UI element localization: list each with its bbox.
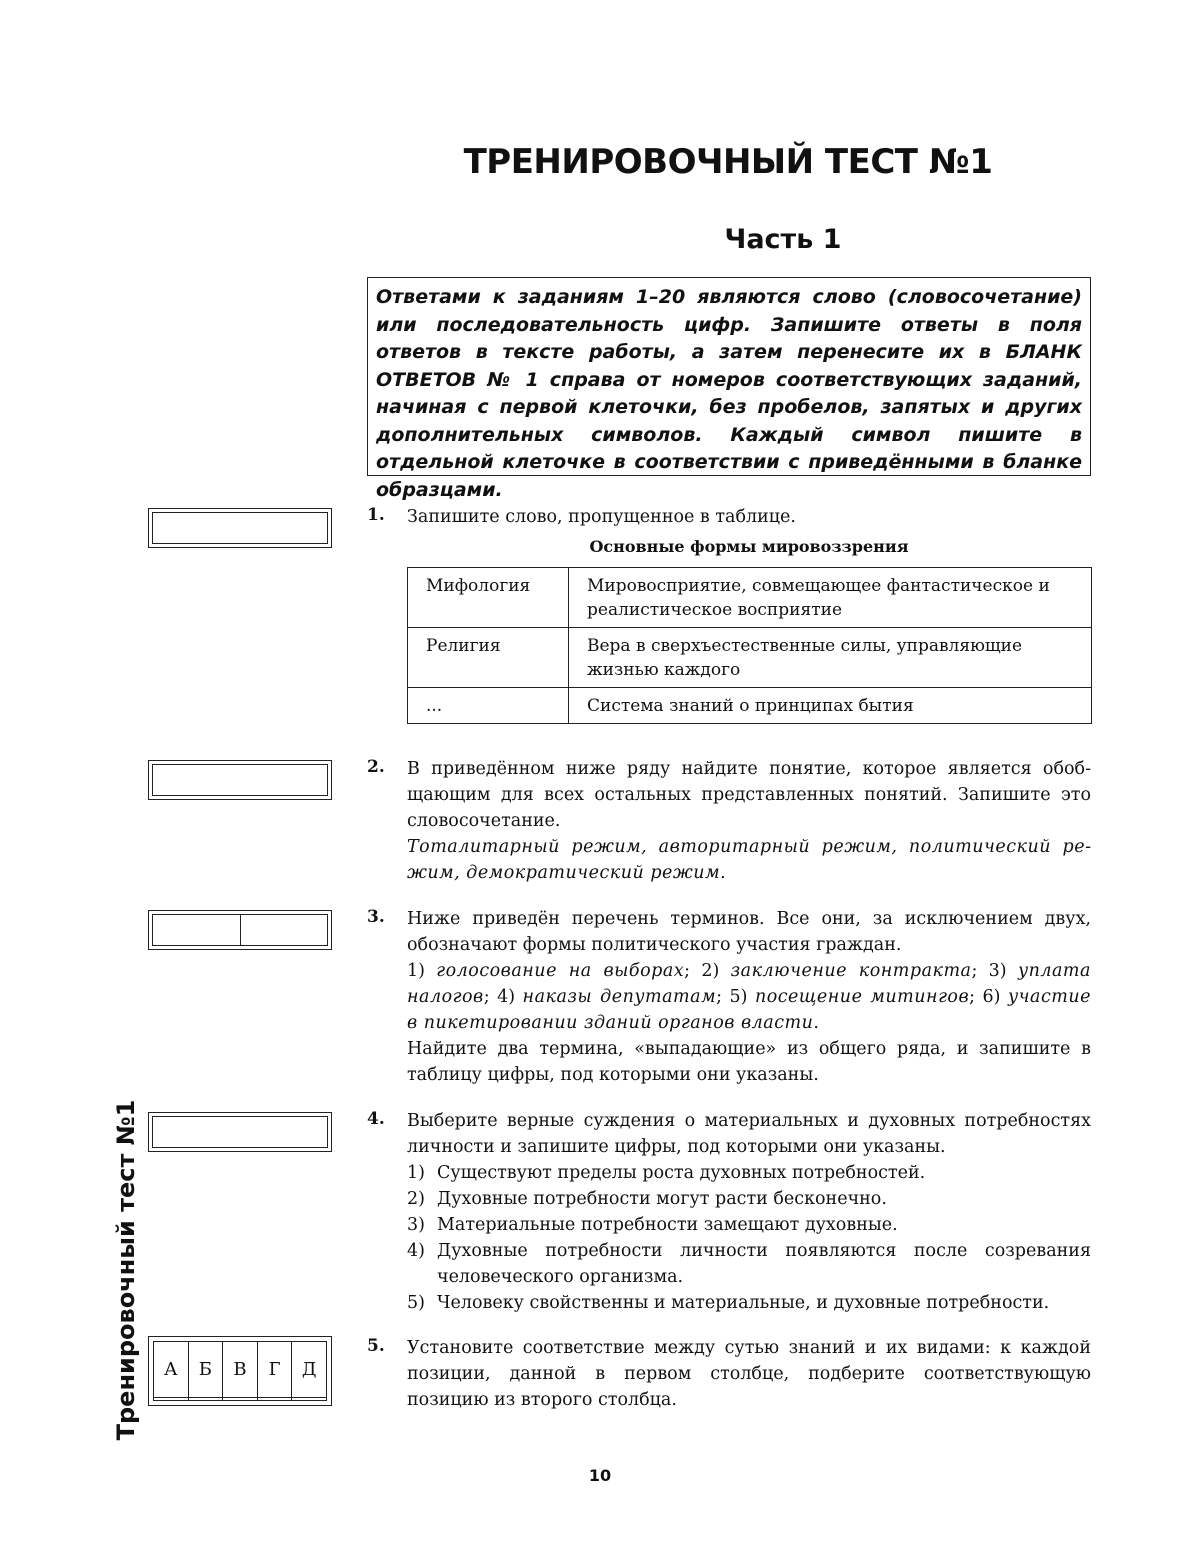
term-text: голосование на выборах (436, 961, 685, 981)
grid-answer-cell[interactable] (257, 1398, 292, 1401)
option-text: Духовные потребности личности появляются после созревания человеческого организма. (437, 1241, 1091, 1287)
question-2-body (407, 756, 1091, 886)
table-cell-term: Мифология (408, 568, 569, 628)
question-number-1: 1. (367, 505, 385, 525)
list-item (407, 1238, 1091, 1290)
question-number-3: 3. (367, 907, 385, 927)
question-5-text: Установите соответствие между сутью знаний и их видами: к каждой позиции, данной в первом столбце, подберите соответствующую позицию из второго столбца. (407, 1338, 1091, 1410)
table-cell-term: Религия (408, 628, 569, 688)
answer-field-3[interactable] (148, 910, 332, 950)
term-number: 6) (982, 987, 1001, 1007)
answer-field-2[interactable] (148, 760, 332, 800)
part-heading: Часть 1 (724, 224, 842, 255)
grid-letter: Г (257, 1342, 292, 1398)
grid-letter: Д (292, 1342, 327, 1398)
question-2-list: Тоталитарный режим, авторитарный режим, политический режим, демократический режим. (407, 837, 1091, 883)
term-text: уплата налогов (407, 961, 1091, 1007)
table-row (408, 628, 1092, 688)
grid-letter: А (154, 1342, 189, 1398)
grid-letter: Б (188, 1342, 223, 1398)
term-number: 4) (497, 987, 516, 1007)
question-4-body (407, 1108, 1091, 1316)
answer-field-1[interactable] (148, 508, 332, 548)
term-number: 1) (407, 961, 425, 981)
question-4-options (407, 1160, 1091, 1316)
grid-letter: В (223, 1342, 258, 1398)
question-3-body (407, 906, 1091, 1088)
page-title: ТРЕНИРОВОЧНЫЙ ТЕСТ №1 (463, 142, 993, 182)
option-number: 5) (407, 1293, 425, 1313)
option-number: 3) (407, 1215, 425, 1235)
table-cell-definition: Мировосприятие, совмещающее фантастическое и реалистическое восприятие (569, 568, 1092, 628)
list-item (407, 1160, 1091, 1186)
question-4-text: Выберите верные суждения о материальных и духовных потребностях личности и запишите цифры, под которыми они указаны. (407, 1111, 1091, 1157)
term-text: участие в пикетировании зданий органов власти (407, 987, 1091, 1033)
page-number: 10 (588, 1466, 612, 1485)
table-row (408, 568, 1092, 628)
question-number-5: 5. (367, 1336, 385, 1356)
question-2-text: В приведённом ниже ряду найдите понятие, которое является обобщающим для всех остальных представленных понятий. Запишите это словосочетание. (407, 759, 1091, 831)
sidebar-label-container (66, 1099, 186, 1441)
sidebar-label: Тренировочный тест №1 (112, 1099, 140, 1441)
term-text: наказы депутатам (522, 987, 717, 1007)
option-text: Существуют пределы роста духовных потребностей. (437, 1163, 926, 1183)
option-number: 1) (407, 1163, 425, 1183)
instructions-box: Ответами к заданиям 1–20 являются слово (словосочетание) или последовательность цифр. Запишите ответы в поля ответов в тексте работы, а затем перенесите их в БЛАНК ОТВЕТОВ № 1 справа от номеров соответствующих заданий, начиная с первой клеточки, без пробелов, запятых и других дополнительных символов. Каждый символ пишите в отдельной клеточке в соответствии с приведёнными в бланке образцами. (367, 277, 1091, 476)
option-text: Человеку свойственны и материальные, и духовные потребности. (437, 1293, 1050, 1313)
term-text: посещение митингов (754, 987, 970, 1007)
question-3-after: Найдите два термина, «выпадающие» из общего ряда, и запишите в таблицу цифры, под которыми они указаны. (407, 1039, 1091, 1085)
question-1-text: Запишите слово, пропущенное в таблице. (407, 507, 796, 527)
option-number: 2) (407, 1189, 425, 1209)
table-cell-definition: Система знаний о принципах бытия (569, 688, 1092, 724)
table-cell-term: ... (408, 688, 569, 724)
grid-answer-cell[interactable] (223, 1398, 258, 1401)
table-cell-definition: Вера в сверхъестественные силы, управляющие жизнью каждого (569, 628, 1092, 688)
option-text: Материальные потребности замещают духовные. (437, 1215, 898, 1235)
term-number: 2) (701, 961, 720, 981)
list-item (407, 1290, 1091, 1316)
term-text: заключение контракта (730, 961, 972, 981)
list-item (407, 1186, 1091, 1212)
question-number-4: 4. (367, 1109, 385, 1129)
table-row (408, 688, 1092, 724)
table-caption: Основные формы мировоззрения (589, 537, 909, 556)
grid-answer-cell[interactable] (188, 1398, 223, 1401)
grid-answer-cell[interactable] (292, 1398, 327, 1401)
question-3-text: Ниже приведён перечень терминов. Все они, за исключением двух, обозначают формы политического участия граждан. (407, 909, 1091, 955)
list-item (407, 1212, 1091, 1238)
option-text: Духовные потребности могут расти бесконечно. (437, 1189, 887, 1209)
term-number: 3) (988, 961, 1007, 981)
question-number-2: 2. (367, 757, 385, 777)
question-3-terms: 1) голосование на выборах; 2) заключение контракта; 3) уплата налогов; 4) наказы депутатам; 5) посещение митингов; 6) участие в пикетировании зданий органов власти. (407, 961, 1091, 1033)
worldview-table (407, 567, 1092, 724)
option-number: 4) (407, 1241, 425, 1261)
term-number: 5) (729, 987, 748, 1007)
